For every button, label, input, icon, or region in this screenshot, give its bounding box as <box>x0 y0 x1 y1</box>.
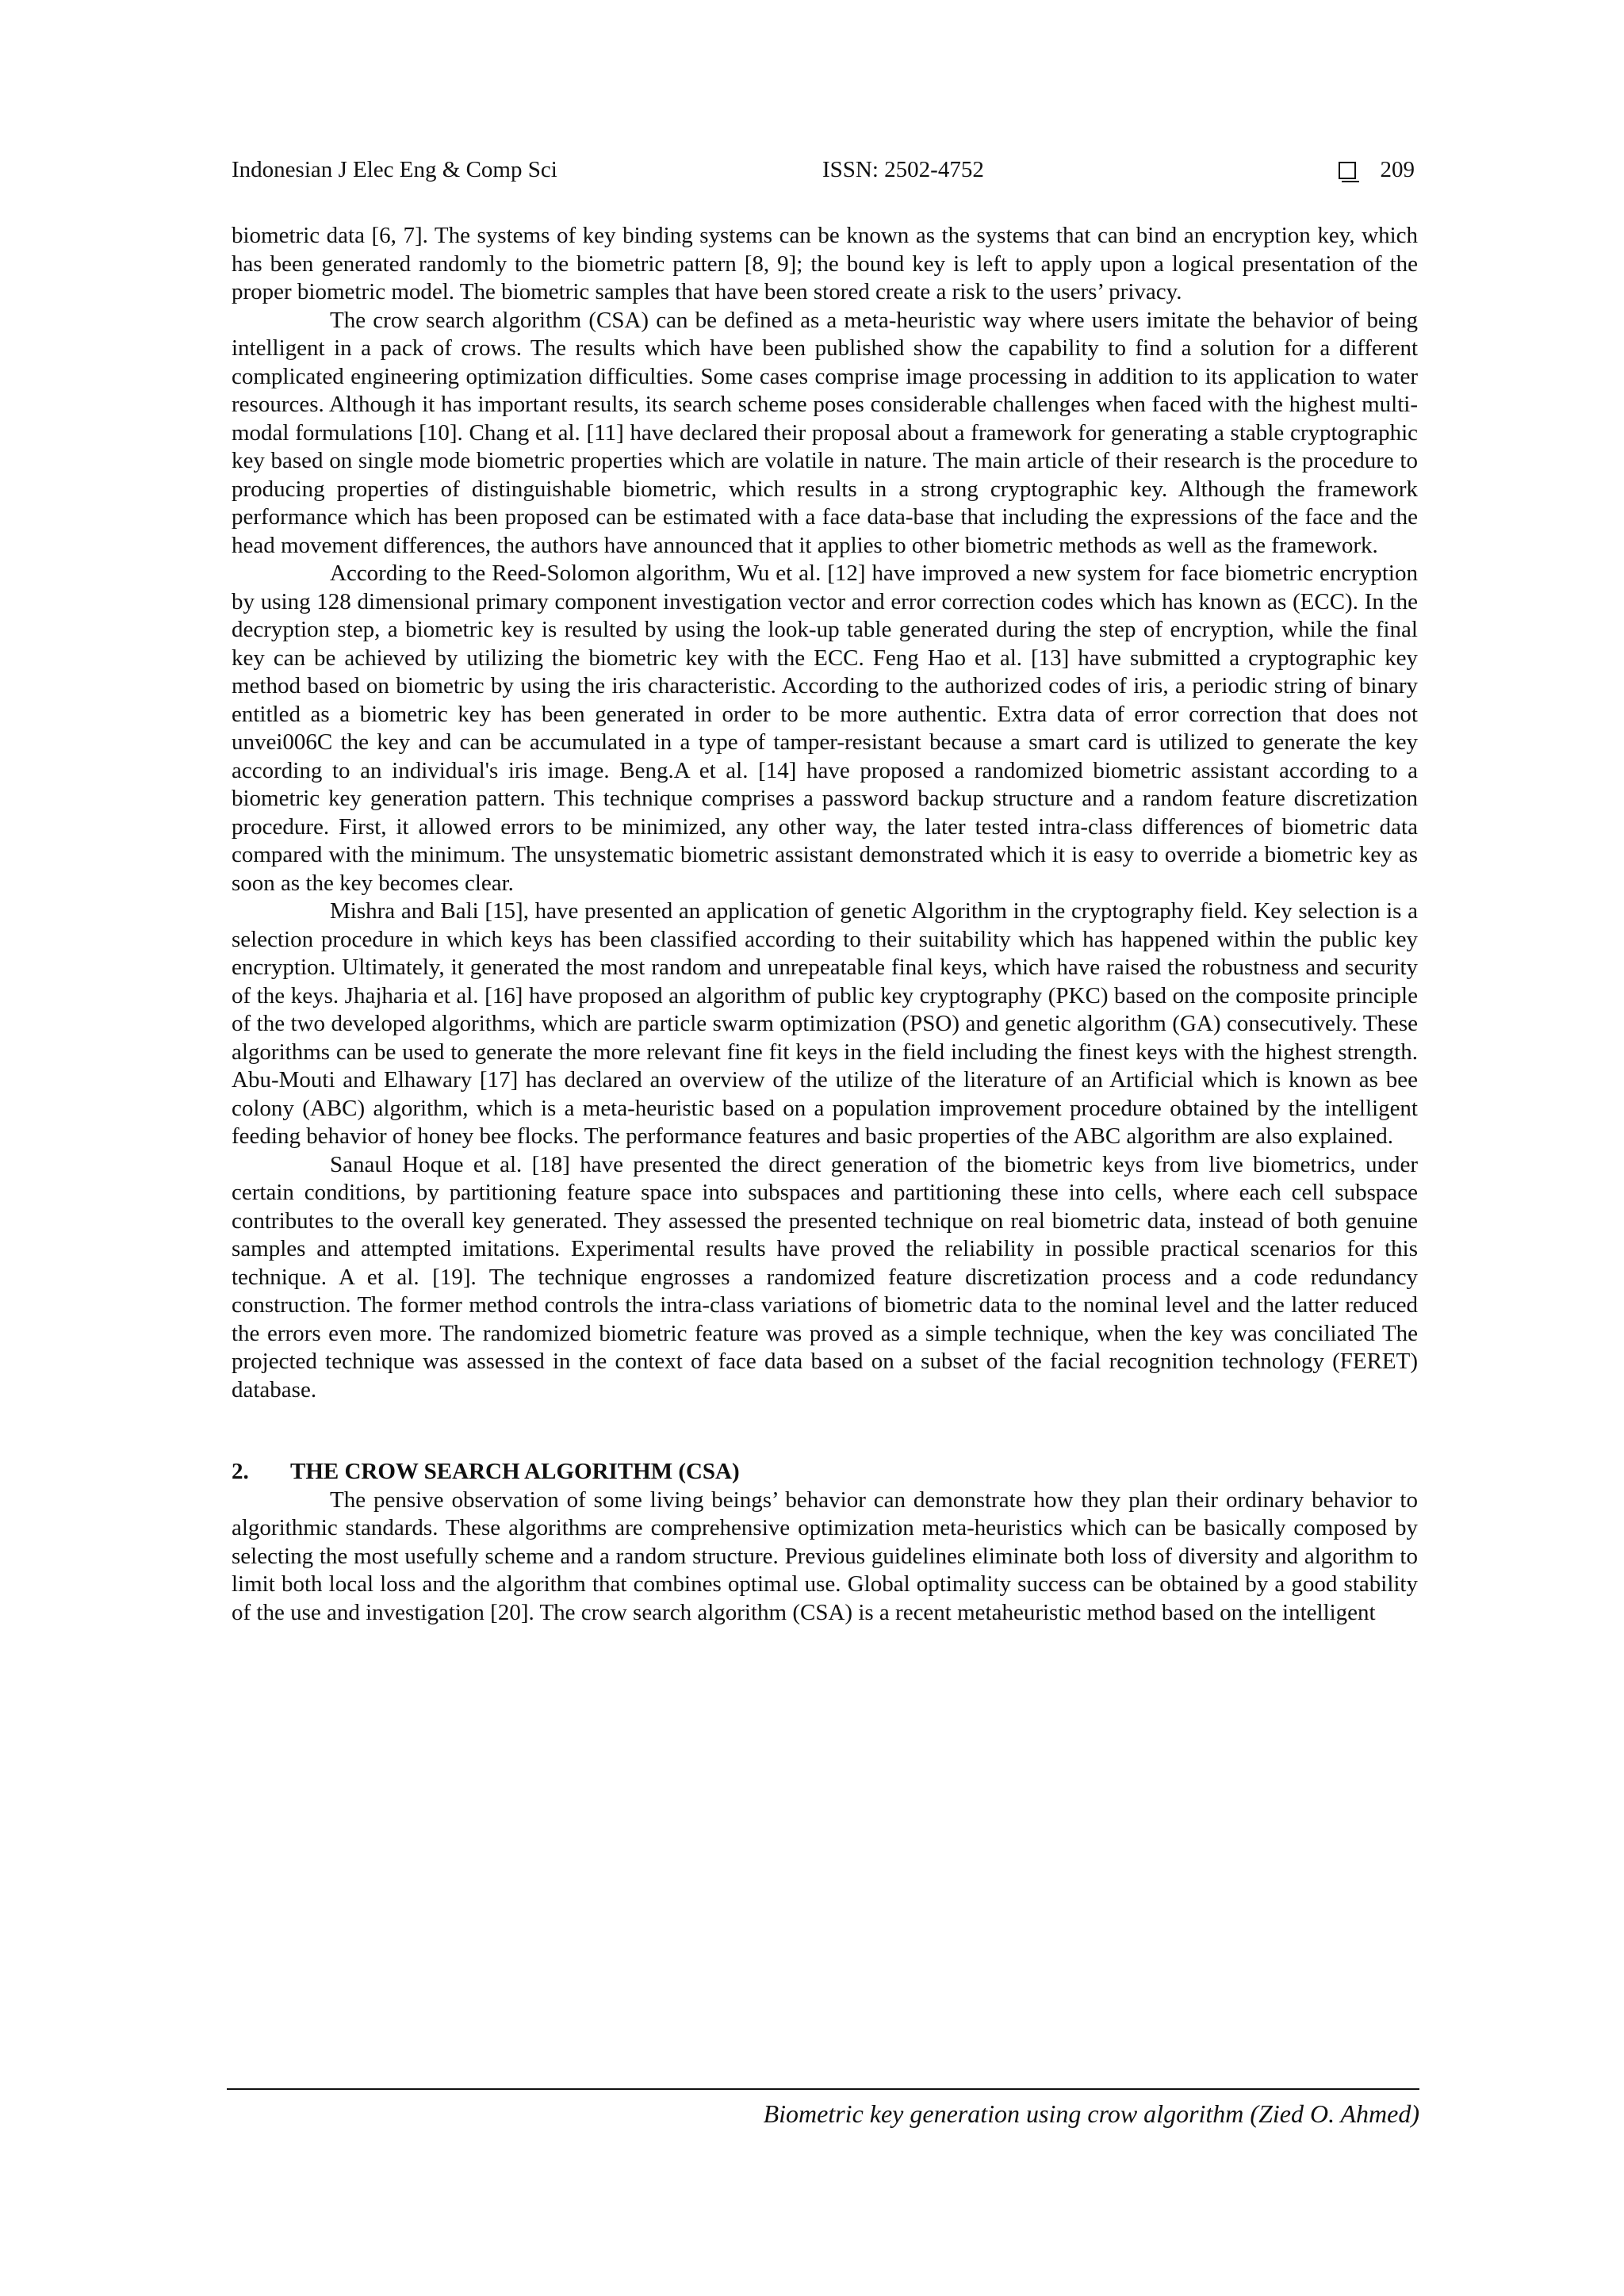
page-number: 209 <box>1380 157 1415 182</box>
paragraph-3: According to the Reed-Solomon algorithm, Wu et al. [12] have improved a new system for face biometric encryption by using 128 dimensional primary component investigation vector and error correction codes which has known as (ECC). In the decryption step, a biometric key is resulted by using the look-up table generated during the step of encryption, while the final key can be achieved by utilizing the biometric key with the ECC. Feng Hao et al. [13] have submitted a cryptographic key method based on biometric by using the iris characteristic. According to the authorized codes of iris, a periodic string of binary entitled as a biometric key has been generated in order to be more authentic. Extra data of error correction that does not unvei006C the key and can be accumulated in a type of tamper-resistant because a smart card is utilized to generate the key according to an individual's iris image. Beng.A et al. [14] have proposed a randomized biometric assistant according to a biometric key generation pattern. This technique comprises a password backup structure and a random feature discretization procedure. First, it allowed errors to be minimized, any other way, the later tested intra-class differences of biometric data compared with the minimum. The unsystematic biometric assistant demonstrated which it is easy to override a biometric key as soon as the key becomes clear. <box>232 561 1418 896</box>
journal-name: Indonesian J Elec Eng & Comp Sci <box>232 157 557 182</box>
page-header <box>232 152 1418 187</box>
page <box>232 152 1418 1625</box>
section-paragraph: The pensive observation of some living beings’ behavior can demonstrate how they plan their ordinary behavior to algorithmic standards. These algorithms are comprehensive optimization meta-heuristics which can be basically composed by selecting the most usefully scheme and a random structure. Previous guidelines eliminate both loss of diversity and algorithm to limit both local loss and the algorithm that combines optimal use. Global optimality success can be obtained by a good stability of the use and investigation [20]. The crow search algorithm (CSA) is a recent metaheuristic method based on the intelligent <box>232 1487 1418 1625</box>
footer-rule <box>227 2088 1419 2090</box>
section-title: THE CROW SEARCH ALGORITHM (CSA) <box>290 1459 740 1484</box>
paragraph-2: The crow search algorithm (CSA) can be defined as a meta-heuristic way where users imitate the behavior of being intelligent in a pack of crows. The results which have been published show the capability to find a solution for a different complicated engineering optimization difficulties. Some cases comprise image processing in addition to its application to water resources. Although it has important results, its search scheme poses considerable challenges when faced with the highest multi-modal formulations [10]. Chang et al. [11] have declared their proposal about a framework for generating a stable cryptographic key based on single mode biometric properties which are volatile in nature. The main article of their research is the procedure to producing properties of distinguishable biometric, which results in a strong cryptographic key. Although the framework performance which has been proposed can be estimated with a face data-base that including the expressions of the face and the head movement differences, the authors have announced that it applies to other biometric methods as well as the framework. <box>232 307 1418 558</box>
article-body <box>232 222 1418 1627</box>
paragraph-1: biometric data [6, 7]. The systems of key binding systems can be known as the systems that can bind an encryption key, which has been generated randomly to the biometric pattern [8, 9]; the bound key is left to apply upon a logical presentation of the proper biometric model. The biometric samples that have been stored create a risk to the users’ privacy. <box>232 223 1418 304</box>
section-number: 2. <box>232 1459 249 1484</box>
checkbox-icon <box>1339 162 1356 179</box>
section-heading <box>232 1458 1418 1487</box>
paragraph-4: Mishra and Bali [15], have presented an application of genetic Algorithm in the cryptography field. Key selection is a selection procedure in which keys has been classified according to their suitability which has happened within the public key encryption. Ultimately, it generated the most random and unrepeatable final keys, which have raised the robustness and security of the keys. Jhajharia et al. [16] have proposed an algorithm of public key cryptography (PKC) based on the composite principle of the two developed algorithms, which are particle swarm optimization (PSO) and genetic algorithm (GA) consecutively. These algorithms can be used to generate the more relevant fine fit keys in the field including the finest keys with the highest strength. Abu-Mouti and Elhawary [17] has declared an overview of the utilize of the literature of an Artificial which is known as bee colony (ABC) algorithm, which is a meta-heuristic based on a population improvement procedure obtained by the intelligent feeding behavior of honey bee flocks. The performance features and basic properties of the ABC algorithm are also explained. <box>232 898 1418 1149</box>
issn: ISSN: 2502-4752 <box>822 157 984 182</box>
running-footer: Biometric key generation using crow algorithm (Zied O. Ahmed) <box>763 2099 1419 2128</box>
paragraph-5: Sanaul Hoque et al. [18] have presented the direct generation of the biometric keys from live biometrics, under certain conditions, by partitioning feature space into subspaces and partitioning these into cells, where each cell subspace contributes to the overall key generated. They assessed the presented technique on real biometric data, instead of both genuine samples and attempted imitations. Experimental results have proved the reliability in possible practical scenarios for this technique. A et al. [19]. The technique engrosses a randomized feature discretization process and a code redundancy construction. The former method controls the intra-class variations of biometric data to the nominal level and the latter reduced the errors even more. The randomized biometric feature was proved as a simple technique, when the key was conciliated The projected technique was assessed in the context of face data based on a subset of the facial recognition technology (FERET) database. <box>232 1151 1418 1402</box>
